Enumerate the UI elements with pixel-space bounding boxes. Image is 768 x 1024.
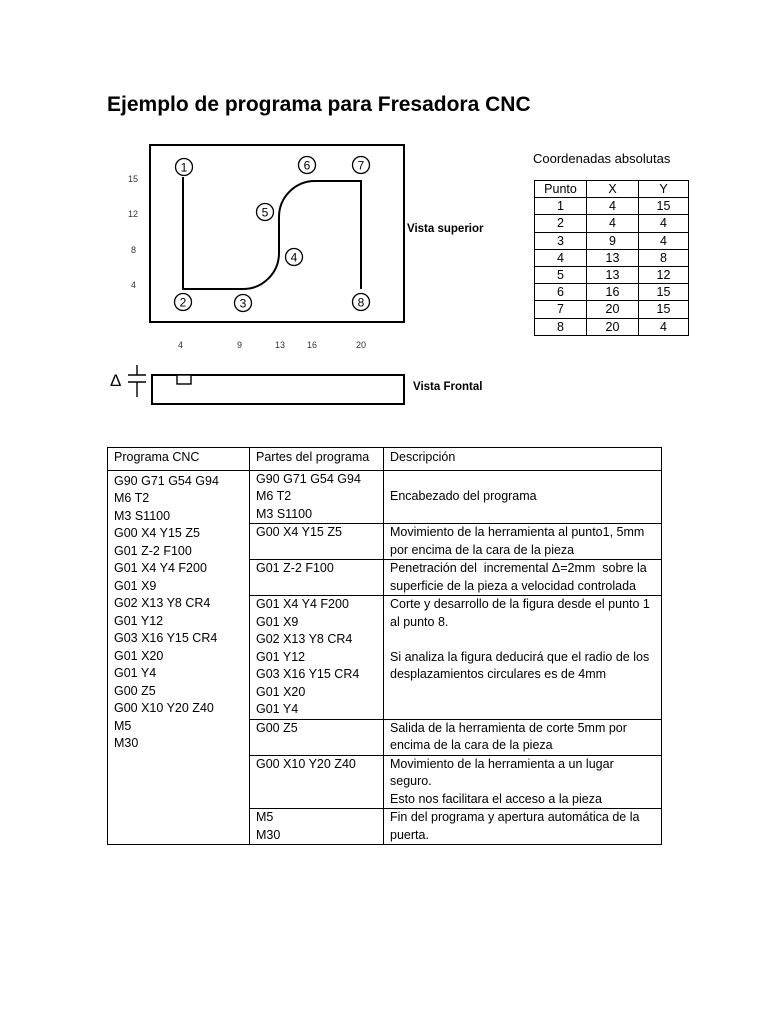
y-tick: 12 [128,209,139,219]
table-row [535,301,689,318]
cell-line: M30 [256,827,281,842]
point-label: 3 [239,296,247,311]
point-marker [299,157,316,174]
point-marker [257,204,274,221]
table-cell: 8 [535,318,587,335]
table-cell: 20 [587,318,639,335]
table-row [108,470,662,524]
y-tick: 8 [131,245,137,255]
description-cell [384,524,662,560]
table-row [535,318,689,335]
front-view-label: Vista Frontal [413,381,483,393]
point-label: 7 [357,158,365,173]
description-cell [384,470,662,524]
cell-line: Movimiento de la herramienta al punto1, 5mm [390,525,645,539]
cell-line: desplazamientos circulares es de 4mm [390,667,607,681]
cell-line: G01 Z-2 F100 [256,561,334,575]
table-cell: 12 [639,266,689,283]
cell-line: seguro. [390,774,432,788]
cell-line: G01 X4 Y4 F200 [256,597,349,611]
table-cell: 5 [535,266,587,283]
table-row [535,232,689,249]
cell-line: G01 X9 [114,578,157,593]
cell-line: G00 X10 Y20 Z40 [114,701,214,715]
cell-line: G00 X10 Y20 Z40 [256,756,356,771]
point-marker [286,249,303,266]
cell-line: G03 X16 Y15 CR4 [256,667,360,681]
table-row [108,448,662,471]
page-title: Ejemplo de programa para Fresadora CNC [107,93,531,116]
program-header: Descripción [384,448,662,471]
table-cell: 13 [587,266,639,283]
cell-line: G90 G71 G54 G94 [114,473,219,488]
table-row [535,215,689,232]
point-marker [235,295,252,312]
cell-line: M3 S1100 [256,506,313,521]
cell-line: G01 Y4 [256,702,299,716]
description-cell [384,596,662,720]
table-cell: 6 [535,284,587,301]
cell-line: G00 Z5 [114,683,156,698]
point-marker [353,294,370,311]
full-program-cell [108,470,250,845]
cell-line: G01 Y12 [114,613,164,628]
table-cell: 9 [587,232,639,249]
cell-line: por encima de la cara de la pieza [390,542,575,557]
table-row [535,181,689,198]
table-cell: 15 [639,301,689,318]
y-tick: 4 [131,280,137,290]
table-cell: 20 [587,301,639,318]
point-label: 8 [357,295,365,310]
program-header: Programa CNC [108,448,250,471]
cell-line: M6 T2 [256,489,292,503]
program-part-cell [250,470,384,524]
top-view-label: Vista superior [407,223,484,235]
tool-path [183,177,361,289]
table-cell: 4 [587,215,639,232]
table-cell: 16 [587,284,639,301]
cell-line: M3 S1100 [114,508,171,523]
cell-line: Fin del programa y apertura automática de la [390,810,640,824]
cell-line: encima de la cara de la pieza [390,738,553,752]
cell-line [390,631,655,649]
cell-line: Encabezado del programa [390,489,537,503]
description-cell [384,719,662,755]
table-row [535,198,689,215]
cell-line: Salida de la herramienta de corte 5mm por [390,720,627,735]
coords-header: Y [639,181,689,198]
description-cell [384,560,662,596]
x-tick: 13 [275,340,286,350]
table-cell: 4 [639,318,689,335]
y-tick: 15 [128,174,139,184]
front-view-tool [177,375,191,384]
cell-line: Esto nos facilitara el acceso a la pieza [390,791,602,806]
cell-line: al punto 8. [390,614,449,629]
table-cell: 7 [535,301,587,318]
table-cell: 13 [587,249,639,266]
point-label: 4 [290,250,298,265]
cell-line: G01 Y12 [256,649,306,664]
cell-line: M6 T2 [114,491,150,505]
program-header: Partes del programa [250,448,384,471]
table-cell: 4 [639,232,689,249]
table-cell: 15 [639,198,689,215]
coords-header: Punto [535,181,587,198]
coords-table [534,180,689,336]
point-label: 6 [303,158,311,173]
program-part-cell [250,719,384,755]
depth-marker [128,365,146,397]
cell-line: G02 X13 Y8 CR4 [114,596,211,610]
table-cell: 4 [587,198,639,215]
point-label: 5 [261,205,269,220]
table-cell: 4 [535,249,587,266]
cell-line: G02 X13 Y8 CR4 [256,632,353,646]
point-marker [175,294,192,311]
x-tick: 4 [178,340,184,350]
x-tick: 16 [307,340,318,350]
cell-line: M30 [114,736,139,750]
cell-line: G00 X4 Y15 Z5 [256,525,342,539]
cell-line: G03 X16 Y15 CR4 [114,631,218,645]
table-cell: 3 [535,232,587,249]
point-marker [353,157,370,174]
cell-line: Movimiento de la herramienta a un lugar [390,756,614,771]
program-table [107,447,662,845]
cell-line: G00 X4 Y15 Z5 [114,526,200,540]
program-part-cell [250,755,384,809]
table-cell: 4 [639,215,689,232]
point-label: 1 [180,160,188,175]
cell-line: G01 Z-2 F100 [114,543,192,558]
table-row [535,249,689,266]
coords-header: X [587,181,639,198]
delta-symbol: Δ [110,371,122,390]
cell-line: G01 X9 [256,614,299,629]
point-marker [176,159,193,176]
cell-line: G01 X20 [114,648,164,663]
cell-line: G00 Z5 [256,720,298,735]
cnc-drawing [100,135,500,410]
cell-line: Penetración del incremental Δ=2mm sobre la [390,561,647,575]
cell-line: M5 [256,810,274,824]
cell-line: superficie de la pieza a velocidad controlada [390,578,636,593]
table-cell: 15 [639,284,689,301]
program-part-cell [250,809,384,845]
cell-line: puerta. [390,827,429,842]
program-part-cell [250,560,384,596]
table-row [535,266,689,283]
cell-line: G01 Y4 [114,666,157,680]
table-cell: 1 [535,198,587,215]
cell-line: G01 X4 Y4 F200 [114,561,207,575]
cell-line: M5 [114,718,132,733]
description-cell [384,809,662,845]
coords-caption: Coordenadas absolutas [533,151,671,166]
point-label: 2 [179,295,187,310]
table-row [535,284,689,301]
description-cell [384,755,662,809]
program-part-cell [250,596,384,720]
x-tick: 9 [237,340,243,350]
cell-line: G90 G71 G54 G94 [256,471,361,486]
cell-line: Si analiza la figura deducirá que el radio de los [390,649,650,664]
cell-line: G01 X20 [256,684,306,699]
program-part-cell [250,524,384,560]
cell-line: Corte y desarrollo de la figura desde el punto 1 [390,597,650,611]
table-cell: 2 [535,215,587,232]
table-cell: 8 [639,249,689,266]
x-tick: 20 [356,340,367,350]
